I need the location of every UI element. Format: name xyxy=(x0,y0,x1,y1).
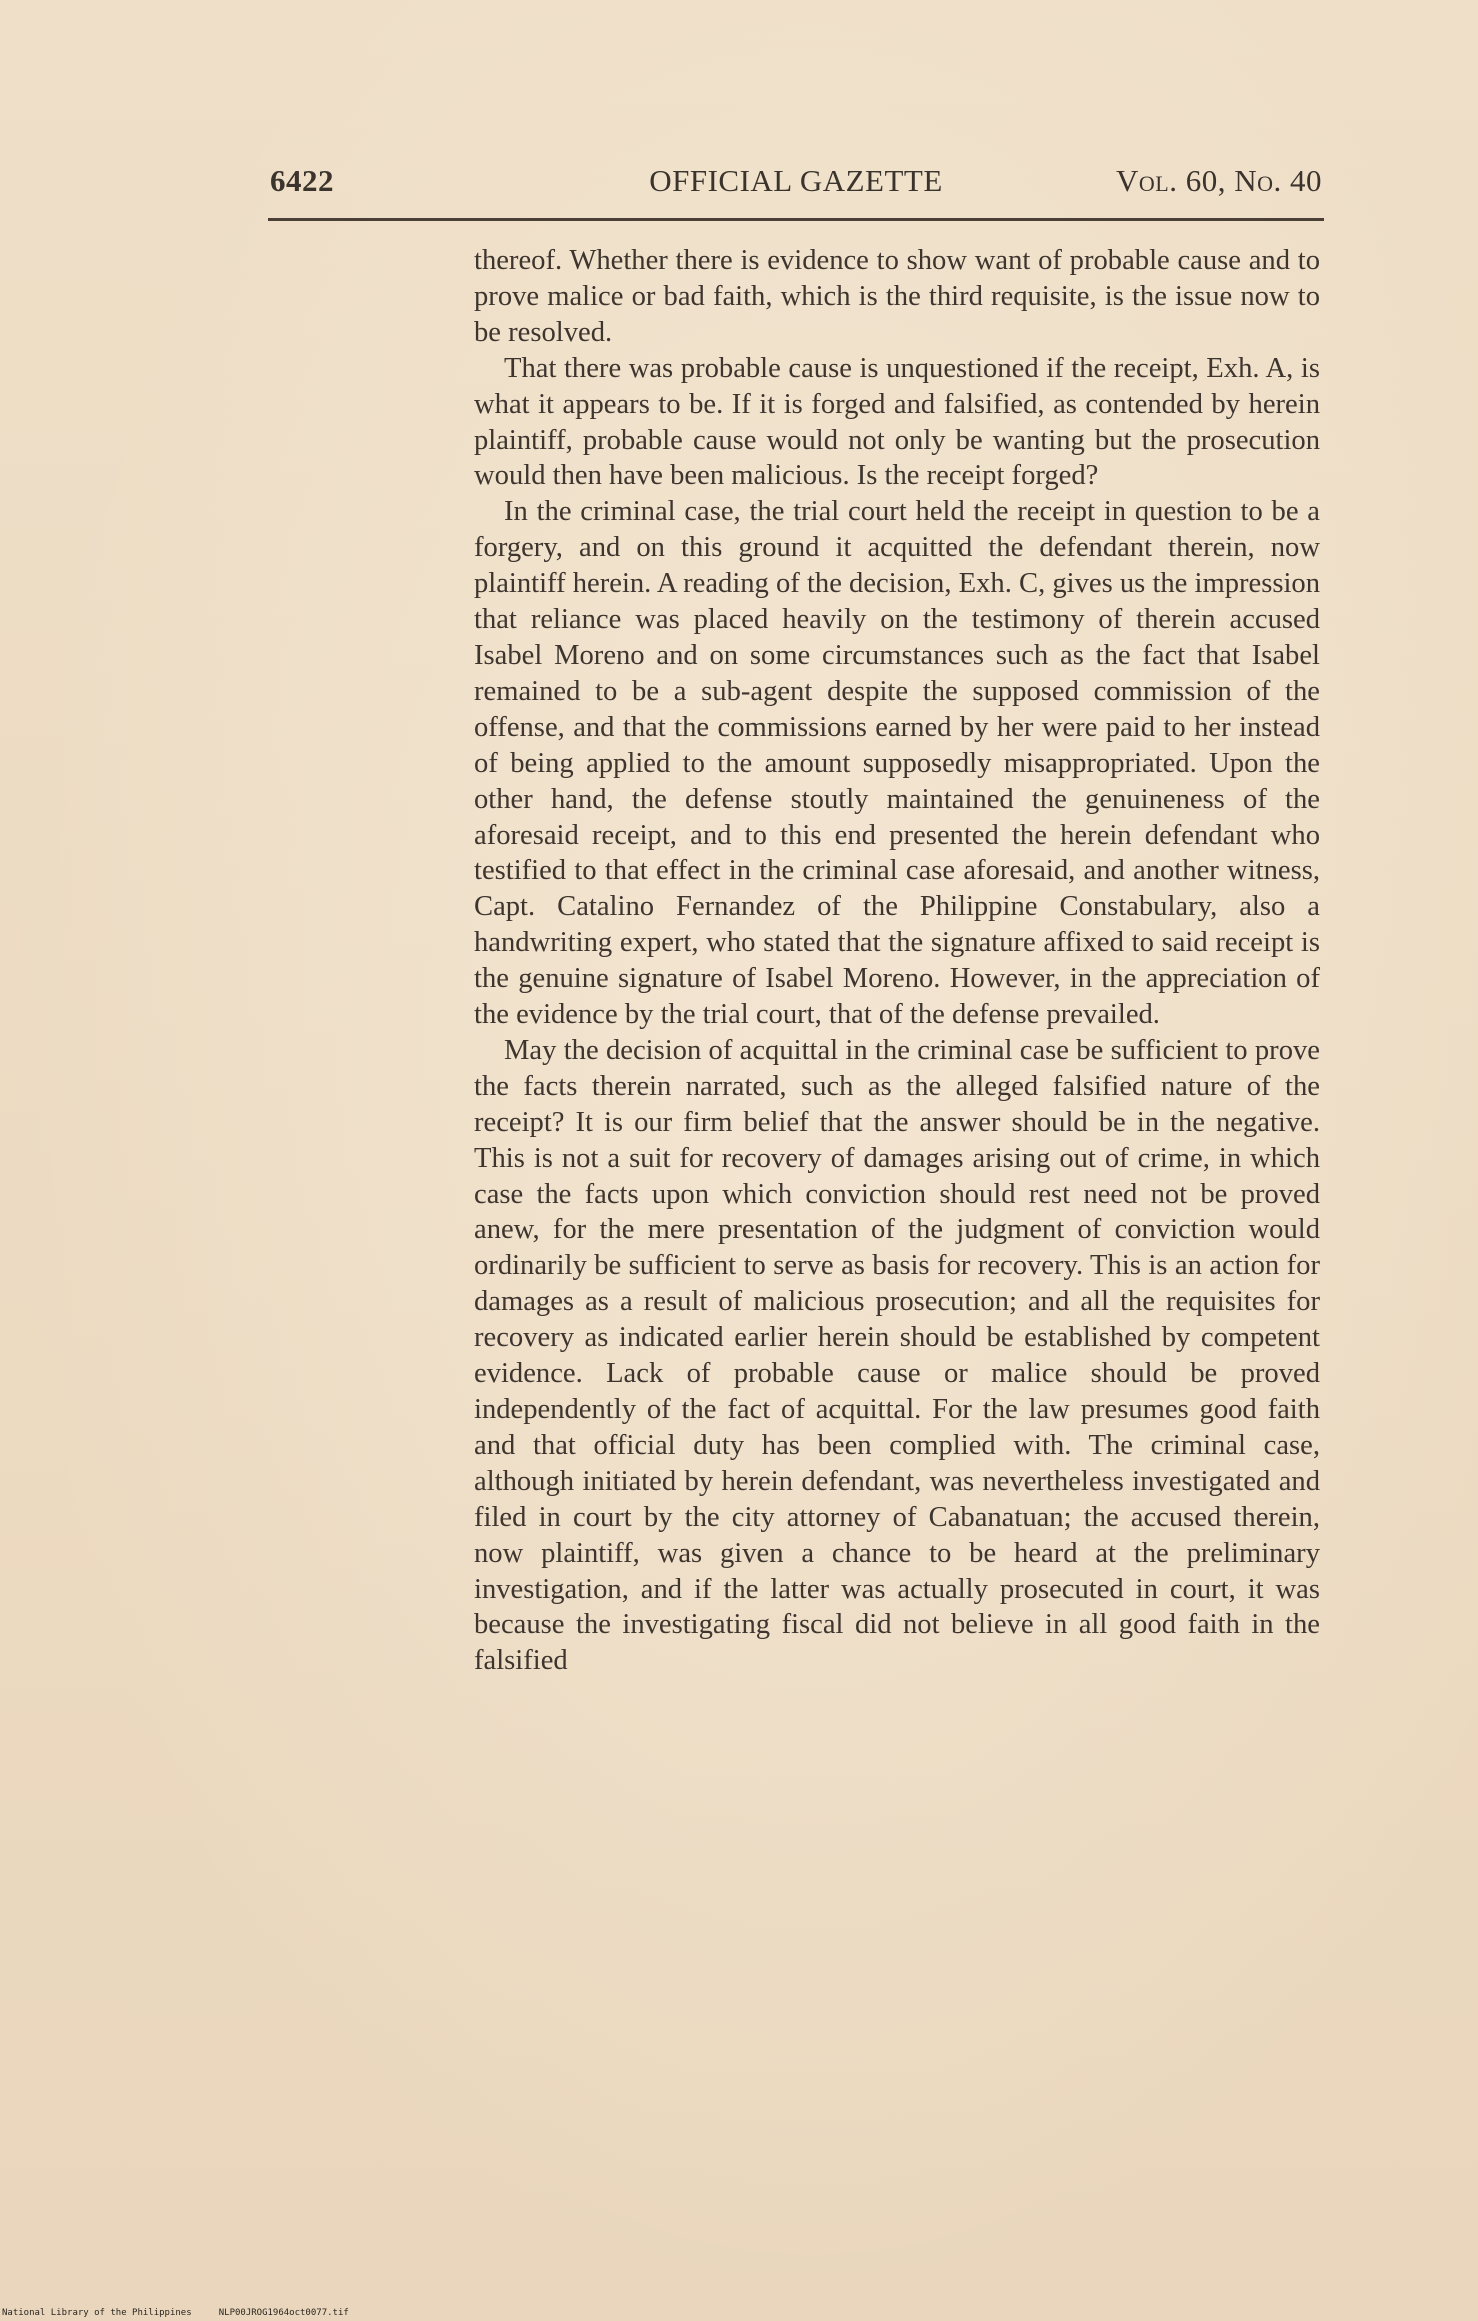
paragraph-1: thereof. Whether there is evidence to show want of probable cause and to prove malice or bad faith, which is the third requisite, is the issue now to be resolved. xyxy=(474,245,1320,348)
page-header xyxy=(270,163,1322,207)
scan-source-note: National Library of the Philippines NLP00JROG1964oct0077.tif xyxy=(2,2308,349,2318)
paragraph-4: May the decision of acquittal in the criminal case be sufficient to prove the facts therein narrated, such as the alleged falsified nature of the receipt? It is our firm belief that the answer should be in the negative. This is not a suit for recovery of damages arising out of crime, in which case the facts upon which conviction should rest need not be proved anew, for the mere presentation of the judgment of conviction would ordinarily be sufficient to serve as basis for recovery. This is an action for damages as a result of malicious prosecution; and all the requisites for recovery as indicated earlier herein should be established by competent evidence. Lack of probable cause or malice should be proved independently of the fact of acquittal. For the law presumes good faith and that official duty has been complied with. The criminal case, although initiated by herein defendant, was nevertheless investigated and filed in court by the city attorney of Cabanatuan; the accused therein, now plaintiff, was given a chance to be heard at the preliminary investigation, and if the latter was actually prosecuted in court, it was because the investigating fiscal did not believe in all good faith in the falsified xyxy=(474,1034,1320,1677)
header-divider xyxy=(268,218,1324,221)
paragraph-2: That there was probable cause is unquestioned if the receipt, Exh. A, is what it appears to be. If it is forged and falsified, as contended by herein plaintiff, probable cause would not only be wanting but the prosecution would then have been malicious. Is the receipt forged? xyxy=(474,352,1320,492)
publication-title: OFFICIAL GAZETTE xyxy=(649,163,943,198)
volume-issue: Vol. 60, No. 40 xyxy=(1116,163,1322,198)
body-text xyxy=(474,243,1320,1679)
page-number: 6422 xyxy=(270,163,334,198)
paragraph-3: In the criminal case, the trial court held the receipt in question to be a forgery, and on this ground it acquitted the defendant therein, now plaintiff herein. A reading of the decision, Exh. C, gives us the impression that reliance was placed heavily on the testimony of therein accused Isabel Moreno and on some circumstances such as the fact that Isabel remained to be a sub-agent despite the supposed commission of the offense, and that the commissions earned by her were paid to her instead of being applied to the amount supposedly misappropriated. Upon the other hand, the defense stoutly maintained the genuineness of the aforesaid receipt, and to this end presented the herein defendant who testified to that effect in the criminal case aforesaid, and another witness, Capt. Catalino Fernandez of the Philippine Constabulary, also a handwriting expert, who stated that the signature affixed to said receipt is the genuine signature of Isabel Moreno. However, in the appreciation of the evidence by the trial court, that of the defense prevailed. xyxy=(474,496,1321,1031)
